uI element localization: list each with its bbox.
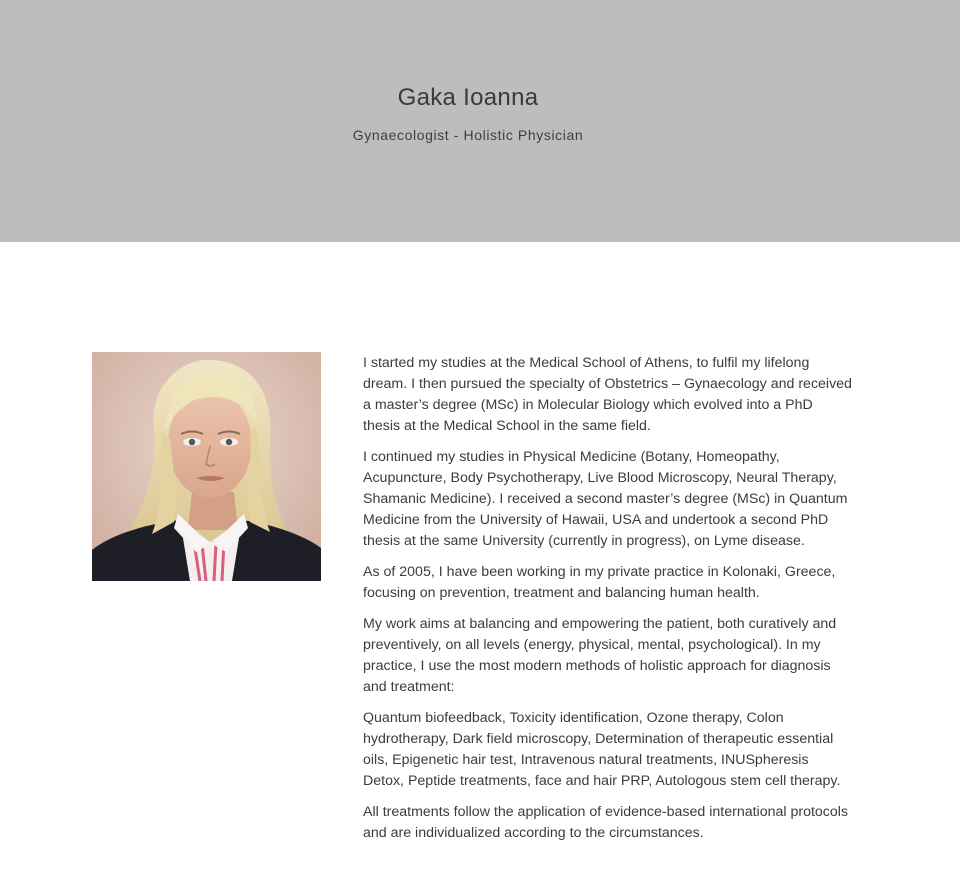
doctor-portrait-photo-icon [92,352,321,581]
bio-paragraph-5: Quantum biofeedback, Toxicity identification, Ozone therapy, Colon hydrotherapy, Dark field microscopy, Determination of therapeutic essential oils, Epigenetic hair test, Intravenous natural treatments, INUSpheresis Detox, Peptide treatments, face and hair PRP, Autologous stem cell therapy. [363,710,841,789]
doctor-portrait [92,352,321,581]
bio-paragraph-6: All treatments follow the application of evidence-based international protocols and are individualized according to the circumstances. [363,804,849,841]
bio-paragraph-2: I continued my studies in Physical Medicine (Botany, Homeopathy, Acupuncture, Body Psychotherapy, Live Blood Microscopy, Neural Therapy, Shamanic Medicine). I received a second master’s degree (MSc) in Quantum Medicine from the University of Hawaii, USA and undertook a second PhD thesis at the same University (currently in progress), on Lyme disease. [363,449,848,549]
bio-content [363,353,853,854]
bio-paragraph-3: As of 2005, I have been working in my private practice in Kolonaki, Greece, focusing on prevention, treatment and balancing human health. [363,564,836,601]
bio-paragraph-4: My work aims at balancing and empowering the patient, both curatively and preventively, on all levels (energy, physical, mental, psychological). In my practice, I use the most modern methods of holistic approach for diagnosis and treatment: [363,616,837,695]
page-subtitle: Gynaecologist - Holistic Physician [352,127,584,143]
hero-banner [0,0,960,242]
page-title: Gaka Ioanna [397,84,539,111]
bio-paragraph-1: I started my studies at the Medical School of Athens, to fulfil my lifelong dream. I then pursued the specialty of Obstetrics – Gynaecology and received a master’s degree (MSc) in Molecular Biology which evolved into a PhD thesis at the Medical School in the same field. [363,355,852,434]
